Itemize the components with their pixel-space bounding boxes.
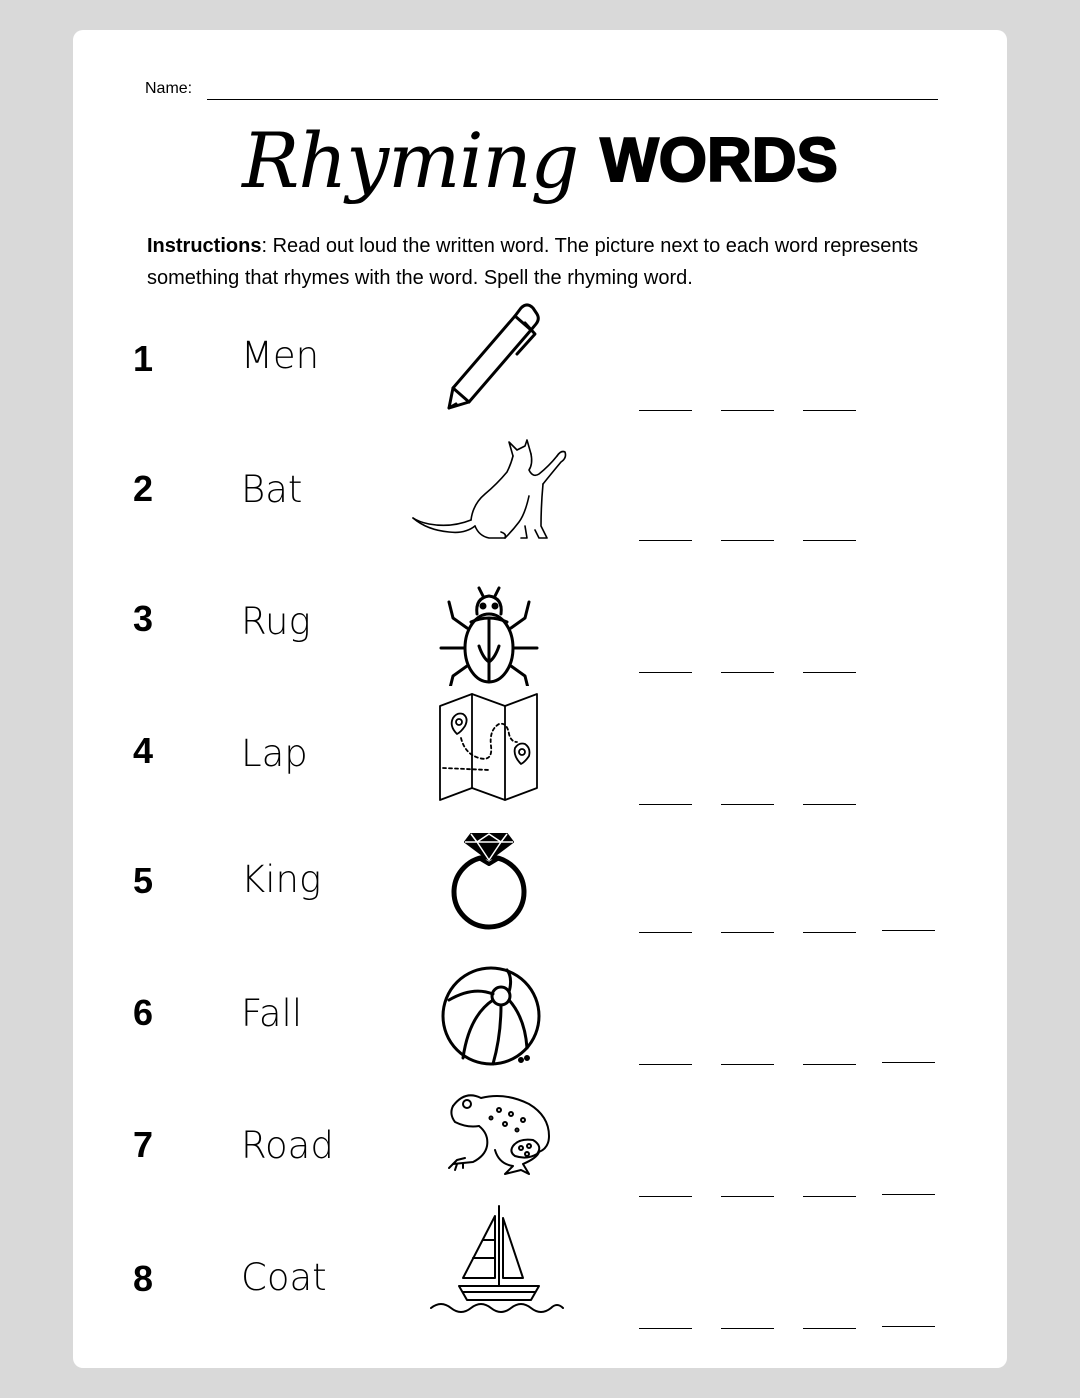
letter-blank[interactable] [639,1064,692,1065]
letter-blank[interactable] [803,672,856,673]
letter-blank[interactable] [882,1194,935,1195]
instructions-text: : Read out loud the written word. The picture next to each word represents something that rhymes with the word. Spell the rhyming word. [147,235,919,289]
item-word: Fall [241,992,303,1035]
item-word: King [241,858,322,901]
exercise-row-2 [73,426,1007,546]
item-number: 8 [133,1258,154,1299]
item-word: Lap [241,732,308,775]
letter-blank[interactable] [639,804,692,805]
exercise-row-4 [73,690,1007,810]
letter-blank[interactable] [639,410,692,411]
pen-icon [409,296,569,416]
letter-blank[interactable] [803,410,856,411]
item-word: Bat [241,468,303,511]
letter-blank[interactable] [803,804,856,805]
item-word: Coat [241,1256,327,1299]
letter-blank[interactable] [882,1062,935,1063]
toad-icon [409,1084,569,1204]
letter-blank[interactable] [721,804,774,805]
instructions [147,230,927,294]
letter-blank[interactable] [882,1326,935,1327]
exercise-row-3 [73,558,1007,678]
name-label: Name: [145,80,193,97]
map-icon [409,690,569,810]
title-bold-word: WORDS [600,126,838,195]
item-number: 3 [133,598,154,639]
item-word: Men [241,334,320,377]
item-word: Rug [241,600,311,643]
title-script-word: Rhyming [242,116,579,205]
letter-blank[interactable] [639,540,692,541]
letter-blank[interactable] [639,932,692,933]
page-title [73,116,1007,236]
exercise-row-5 [73,820,1007,940]
item-number: 1 [133,338,154,379]
item-word: Road [241,1124,334,1167]
item-number: 6 [133,992,154,1033]
item-number: 5 [133,860,154,901]
exercise-row-6 [73,952,1007,1072]
letter-blank[interactable] [721,1196,774,1197]
exercise-row-8 [73,1216,1007,1336]
ball-icon [409,956,569,1076]
letter-blank[interactable] [721,410,774,411]
worksheet-page [73,30,1007,1368]
name-write-line[interactable] [207,99,938,100]
letter-blank[interactable] [639,1196,692,1197]
bug-icon [409,566,569,686]
letter-blank[interactable] [721,672,774,673]
instructions-label: Instructions [147,235,262,257]
ring-icon [409,820,569,940]
letter-blank[interactable] [803,540,856,541]
item-number: 4 [133,730,154,771]
item-number: 2 [133,468,154,509]
letter-blank[interactable] [639,672,692,673]
name-row [145,80,938,102]
letter-blank[interactable] [803,1196,856,1197]
boat-icon [427,1200,567,1320]
exercise-row-7 [73,1084,1007,1204]
letter-blank[interactable] [882,930,935,931]
letter-blank[interactable] [721,1064,774,1065]
letter-blank[interactable] [803,1064,856,1065]
letter-blank[interactable] [639,1328,692,1329]
exercise-row-1 [73,296,1007,416]
letter-blank[interactable] [721,932,774,933]
letter-blank[interactable] [803,932,856,933]
letter-blank[interactable] [803,1328,856,1329]
letter-blank[interactable] [721,540,774,541]
item-number: 7 [133,1124,154,1165]
letter-blank[interactable] [721,1328,774,1329]
cat-icon [409,426,569,546]
